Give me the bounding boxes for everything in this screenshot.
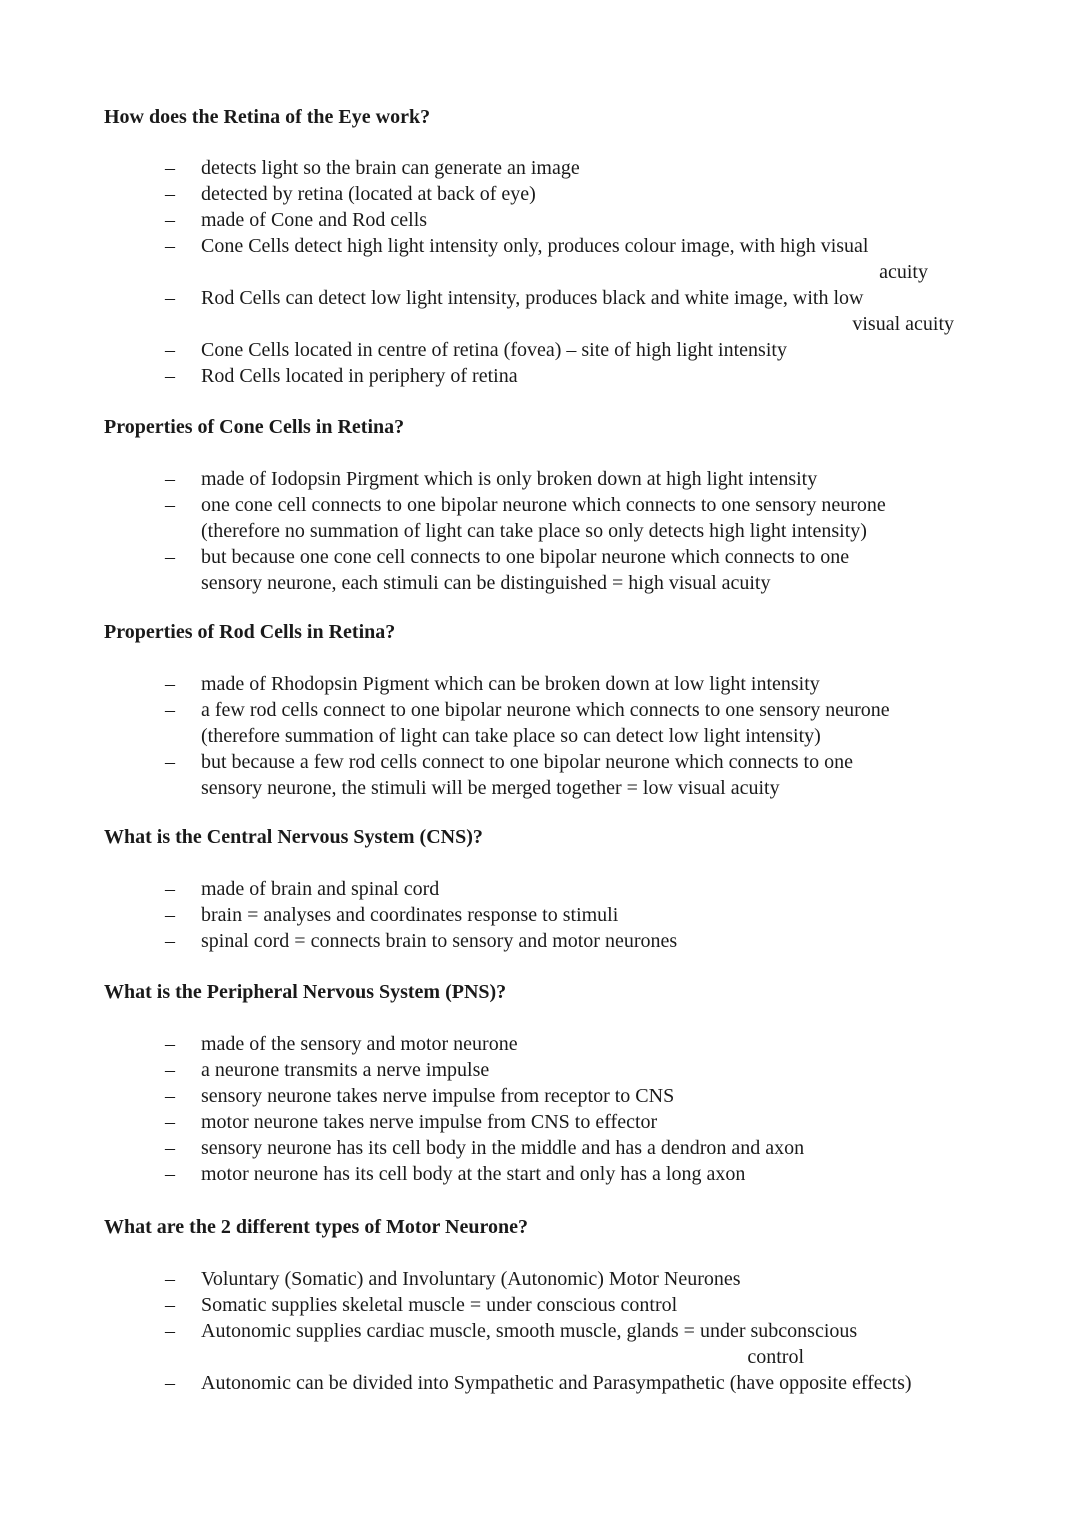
item-text: detected by retina (located at back of eye) bbox=[201, 183, 536, 205]
list-item bbox=[0, 285, 1080, 337]
item-text: made of Rhodopsin Pigment which can be broken down at low light intensity bbox=[201, 673, 820, 695]
list-item bbox=[0, 671, 1080, 697]
bullet-list bbox=[0, 1266, 1080, 1396]
list-item bbox=[0, 876, 1080, 902]
item-text: Rod Cells located in periphery of retina bbox=[201, 365, 518, 387]
item-text: but because a few rod cells connect to one bipolar neurone which connects to one sensory neurone, the stimuli will be merged together = low visual acuity bbox=[201, 751, 853, 799]
item-text: spinal cord = connects brain to sensory and motor neurones bbox=[201, 930, 678, 952]
dash-bullet: – bbox=[165, 339, 175, 361]
item-text: Rod Cells can detect low light intensity, produces black and white image, with low bbox=[201, 287, 864, 309]
dash-bullet: – bbox=[165, 365, 175, 387]
list-item bbox=[0, 928, 1080, 954]
dash-bullet: – bbox=[165, 183, 175, 205]
list-item bbox=[0, 1057, 1080, 1083]
dash-bullet: – bbox=[165, 1268, 175, 1290]
section-heading: How does the Retina of the Eye work? bbox=[104, 106, 431, 128]
section-heading: Properties of Rod Cells in Retina? bbox=[104, 621, 396, 643]
dash-bullet: – bbox=[165, 699, 175, 721]
list-item bbox=[0, 1266, 1080, 1292]
list-item bbox=[0, 902, 1080, 928]
list-item bbox=[0, 1292, 1080, 1318]
dash-bullet: – bbox=[165, 1294, 175, 1316]
dash-bullet: – bbox=[165, 751, 175, 773]
list-item bbox=[0, 233, 1080, 285]
item-text-continuation: control bbox=[747, 1346, 804, 1368]
dash-bullet: – bbox=[165, 930, 175, 952]
item-text: made of the sensory and motor neurone bbox=[201, 1033, 518, 1055]
list-item bbox=[0, 697, 1080, 749]
list-item bbox=[0, 1135, 1080, 1161]
item-text: Autonomic can be divided into Sympathetic and Parasympathetic (have opposite effects) bbox=[201, 1372, 912, 1394]
item-text: made of Cone and Rod cells bbox=[201, 209, 428, 231]
list-item bbox=[0, 492, 1080, 544]
dash-bullet: – bbox=[165, 673, 175, 695]
item-text: motor neurone has its cell body at the start and only has a long axon bbox=[201, 1163, 746, 1185]
bullet-list bbox=[0, 1031, 1080, 1187]
item-text: a neurone transmits a nerve impulse bbox=[201, 1059, 490, 1081]
item-text: brain = analyses and coordinates response to stimuli bbox=[201, 904, 619, 926]
list-item bbox=[0, 363, 1080, 389]
dash-bullet: – bbox=[165, 1085, 175, 1107]
item-text: Autonomic supplies cardiac muscle, smooth muscle, glands = under subconscious bbox=[201, 1320, 858, 1342]
dash-bullet: – bbox=[165, 1163, 175, 1185]
list-item bbox=[0, 155, 1080, 181]
item-text: detects light so the brain can generate an image bbox=[201, 157, 580, 179]
dash-bullet: – bbox=[165, 287, 175, 309]
dash-bullet: – bbox=[165, 1137, 175, 1159]
bullet-list bbox=[0, 466, 1080, 596]
dash-bullet: – bbox=[165, 235, 175, 257]
list-item bbox=[0, 1109, 1080, 1135]
item-text: one cone cell connects to one bipolar neurone which connects to one sensory neurone (therefore no summation of light can take place so only detects high light intensity) bbox=[201, 494, 886, 542]
dash-bullet: – bbox=[165, 1320, 175, 1342]
dash-bullet: – bbox=[165, 1033, 175, 1055]
bullet-list bbox=[0, 155, 1080, 389]
dash-bullet: – bbox=[165, 1059, 175, 1081]
item-text: Cone Cells located in centre of retina (fovea) – site of high light intensity bbox=[201, 339, 787, 361]
list-item bbox=[0, 1370, 1080, 1396]
item-text: Cone Cells detect high light intensity only, produces colour image, with high visual bbox=[201, 235, 869, 257]
item-text: made of brain and spinal cord bbox=[201, 878, 440, 900]
list-item bbox=[0, 1318, 1080, 1370]
section-heading: Properties of Cone Cells in Retina? bbox=[104, 416, 405, 438]
item-text: made of Iodopsin Pirgment which is only broken down at high light intensity bbox=[201, 468, 818, 490]
list-item bbox=[0, 466, 1080, 492]
bullet-list bbox=[0, 876, 1080, 954]
list-item bbox=[0, 749, 1080, 801]
list-item bbox=[0, 1031, 1080, 1057]
item-text: Somatic supplies skeletal muscle = under conscious control bbox=[201, 1294, 678, 1316]
section-heading: What are the 2 different types of Motor Neurone? bbox=[104, 1216, 529, 1238]
list-item bbox=[0, 1161, 1080, 1187]
item-text-continuation: visual acuity bbox=[852, 313, 954, 335]
dash-bullet: – bbox=[165, 157, 175, 179]
dash-bullet: – bbox=[165, 546, 175, 568]
dash-bullet: – bbox=[165, 209, 175, 231]
item-text-continuation: acuity bbox=[879, 261, 928, 283]
section-heading: What is the Peripheral Nervous System (PNS)? bbox=[104, 981, 507, 1003]
item-text: motor neurone takes nerve impulse from CNS to effector bbox=[201, 1111, 658, 1133]
item-text: but because one cone cell connects to one bipolar neurone which connects to one sensory neurone, each stimuli can be distinguished = high visual acuity bbox=[201, 546, 850, 594]
item-text: Voluntary (Somatic) and Involuntary (Autonomic) Motor Neurones bbox=[201, 1268, 741, 1290]
list-item bbox=[0, 181, 1080, 207]
item-text: sensory neurone has its cell body in the middle and has a dendron and axon bbox=[201, 1137, 805, 1159]
list-item bbox=[0, 544, 1080, 596]
dash-bullet: – bbox=[165, 1111, 175, 1133]
section-heading: What is the Central Nervous System (CNS)? bbox=[104, 826, 483, 848]
item-text: a few rod cells connect to one bipolar neurone which connects to one sensory neurone (therefore summation of light can take place so can detect low light intensity) bbox=[201, 699, 890, 747]
bullet-list bbox=[0, 671, 1080, 801]
dash-bullet: – bbox=[165, 1372, 175, 1394]
item-text: sensory neurone takes nerve impulse from receptor to CNS bbox=[201, 1085, 675, 1107]
list-item bbox=[0, 1083, 1080, 1109]
list-item bbox=[0, 337, 1080, 363]
dash-bullet: – bbox=[165, 878, 175, 900]
list-item bbox=[0, 207, 1080, 233]
dash-bullet: – bbox=[165, 494, 175, 516]
dash-bullet: – bbox=[165, 904, 175, 926]
dash-bullet: – bbox=[165, 468, 175, 490]
